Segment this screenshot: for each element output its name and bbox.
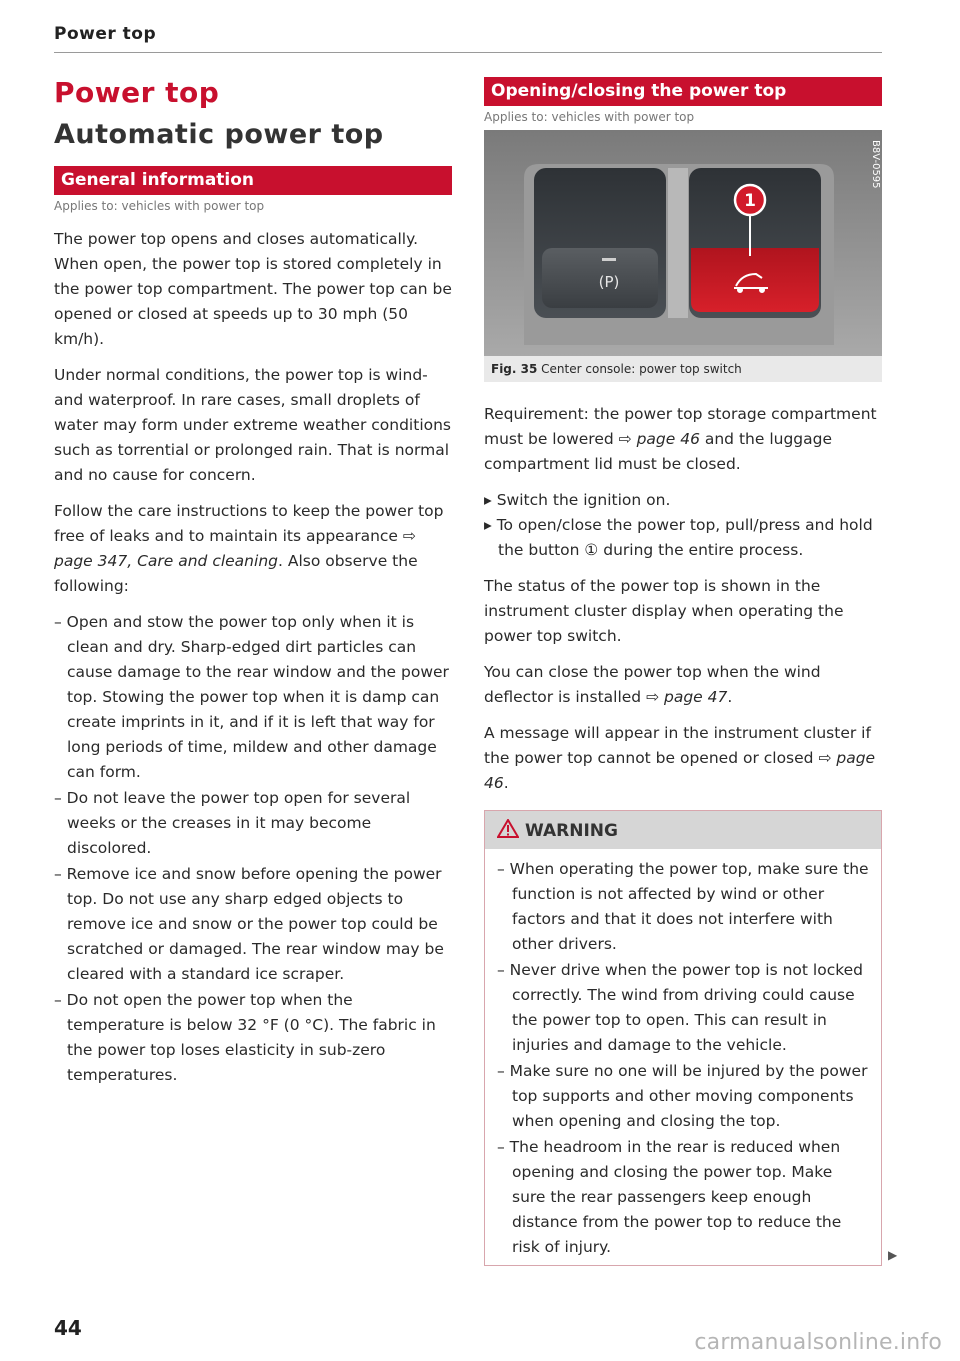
warning-item: – Never drive when the power top is not locked correctly. The wind from driving could cause the power top to open. This can result in injuries and damage to the vehicle.: [497, 961, 864, 1054]
care-text-end: . Also observe the following:: [54, 552, 418, 595]
figure-label: Fig. 35: [491, 362, 538, 376]
left-column: [54, 72, 452, 1089]
paragraph-intro: The power top opens and closes automatically. When open, the power top is stored completely in the power top compartment. The power top can be opened or closed at speeds up to 30 mph (50 km/h).: [54, 230, 452, 348]
deflector-text: You can close the power top when the wind deflector is installed: [484, 663, 821, 706]
step-item: ▸ Switch the ignition on.: [484, 491, 671, 509]
message-text: A message will appear in the instrument cluster if the power top cannot be opened or closed: [484, 724, 871, 767]
chapter-title: Power top: [54, 76, 220, 109]
requirement-page-link[interactable]: ⇨ page 46: [618, 430, 700, 448]
figure-caption-text: Center console: power top switch: [541, 362, 742, 376]
applies-note: Applies to: vehicles with power top: [54, 199, 265, 213]
warning-header: [485, 811, 881, 849]
warning-item: – The headroom in the rear is reduced when opening and closing the power top. Make sure the rear passengers keep enough distance from the power top to reduce the risk of injury.: [497, 1138, 842, 1256]
figure-code: B8V-0595: [870, 140, 881, 189]
warning-item: – When operating the power top, make sure the function is not affected by wind or other factors and that it does not interfere with other drivers.: [497, 860, 869, 953]
paragraph-status: The status of the power top is shown in the instrument cluster display when operating the power top switch.: [484, 577, 844, 645]
list-item: – Open and stow the power top only when it is clean and dry. Sharp-edged dirt particles can cause damage to the rear window and the power top. Stowing the power top when it is damp can create imprints in it, and if it is left that way for long periods of time, mildew and other damage can form.: [54, 613, 449, 781]
section-title: Automatic power top: [54, 119, 384, 150]
paragraph-care: [54, 499, 452, 599]
figure-power-top-switch: [484, 130, 882, 356]
warning-item: – Make sure no one will be injured by the power top supports and other moving components when opening and closing the top.: [497, 1062, 868, 1130]
list-item: – Do not leave the power top open for several weeks or the creases in it may become discolored.: [54, 789, 411, 857]
steps-list: [484, 488, 882, 563]
right-column: [484, 77, 882, 1266]
care-list: [54, 610, 452, 1088]
care-text: Follow the care instructions to keep the power top free of leaks and to maintain its appearance: [54, 502, 444, 545]
requirement-text: Requirement: the power top storage compartment must be lowered: [484, 405, 877, 448]
figure-caption: [484, 356, 882, 382]
list-item: – Do not open the power top when the temperature is below 32 °F (0 °C). The fabric in the power top loses elasticity in sub-zero temperatures.: [54, 991, 436, 1084]
watermark: carmanualsonline.info: [694, 1330, 942, 1355]
continue-arrow-icon: ▶: [888, 1248, 898, 1262]
care-page-link[interactable]: ⇨ page 347, Care and cleaning: [54, 527, 416, 570]
paragraph-message: [484, 721, 882, 796]
deflector-text-end: .: [727, 688, 733, 706]
warning-list: [485, 849, 881, 1265]
message-page-link[interactable]: ⇨ page 46: [484, 749, 876, 792]
list-item: – Remove ice and snow before opening the power top. Do not use any sharp edged objects to remove ice and snow or the power top could be scratched or damaged. The rear window may be cleared with a standard ice scraper.: [54, 865, 444, 983]
header-rule: [54, 52, 882, 53]
warning-title: WARNING: [525, 821, 618, 841]
subsection-bar-opening-closing: Opening/closing the power top: [484, 77, 882, 106]
subsection-bar-general-information: General information: [54, 166, 452, 195]
requirement-text-end: and the luggage compartment lid must be closed.: [484, 430, 832, 473]
applies-note: Applies to: vehicles with power top: [484, 110, 695, 124]
paragraph-deflector: [484, 660, 882, 710]
running-head: Power top: [54, 24, 157, 44]
warning-box: [484, 810, 882, 1266]
paragraph-requirement: [484, 402, 882, 477]
page-number: 44: [54, 1316, 82, 1340]
deflector-page-link[interactable]: ⇨ page 47: [646, 688, 728, 706]
switch-illustration: [484, 130, 882, 356]
step-item: ▸ To open/close the power top, pull/press and hold the button ① during the entire process.: [484, 516, 873, 559]
svg-text:1: 1: [744, 191, 756, 211]
parking-brake-symbol: (P): [598, 273, 620, 291]
power-top-button: [691, 248, 819, 312]
message-text-end: .: [503, 774, 509, 792]
warning-triangle-icon: [497, 819, 519, 838]
indicator-light: [602, 258, 616, 261]
paragraph-waterproof: Under normal conditions, the power top is wind- and waterproof. In rare cases, small droplets of water may form under extreme weather conditions such as torrential or prolonged rain. That is normal and no cause for concern.: [54, 366, 452, 484]
